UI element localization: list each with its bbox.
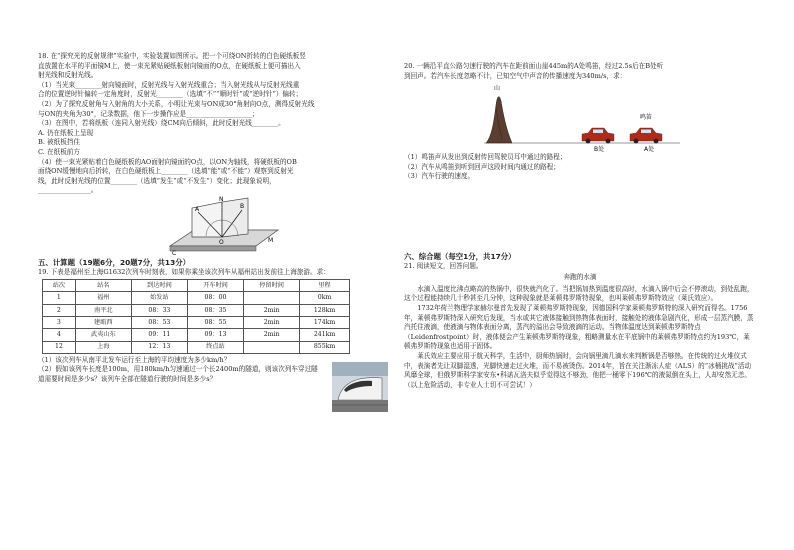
- table-row: [43, 329, 350, 341]
- q19-intro: 19. 下表是福州至上海G1632次列车时刻表，如果你乘坐该次列车从福州站出发前往上海旅游。求：: [38, 267, 330, 276]
- reflection-apparatus-drawing: [166, 196, 296, 256]
- q18-line: 线，此时反射光线的位置________（选填“发生”或“不发生”）变化；此现象说明，: [38, 176, 276, 185]
- q18-line: （3）在图中，若将纸板（连同入射光线）绕CM向后倾斜，此时反射光线________。: [38, 119, 285, 128]
- table-cell: 终点站: [187, 341, 243, 353]
- table-cell: 08：53: [131, 316, 187, 328]
- q18-line: （4）使一束光紧贴着白色硬纸板的AO面射向镜面的O点，以ON为轴线，将硬纸板的OB: [38, 157, 297, 166]
- q18-line: ________________。: [38, 186, 98, 195]
- q18-line: （2）为了探究反射角与入射角的大小关系，小明让光束与ON成30°角射向O点，测得反射光线: [38, 99, 315, 108]
- q20-line: 到回声。若汽车长度忽略不计，已知空气中声音的传播速度为340m/s，求：: [404, 71, 627, 80]
- q18-option-c: C. 在纸板前方: [38, 147, 80, 156]
- table-row: [43, 341, 350, 353]
- answer-space: [404, 182, 756, 250]
- q18-line: 射光线和反射光线。: [38, 71, 98, 80]
- question-18: [38, 52, 390, 196]
- table-cell: 上海: [75, 341, 131, 353]
- passage-paragraph: 1732年荷兰物理学家赫尔曼首先发现了莱顿弗罗斯特现象，因德国科学家莱顿弗罗斯特的深入研究而得名。1756年，莱顿弗罗斯特深入研究后发现，当水或其它液体接触到热物体表面时，接触处的液体急剧汽化，形成一层蒸汽膜，蒸汽托住液滴，使液滴与物体表面分离，蒸汽的溢出会导致液滴的运动。当物体温度达到莱顿弗罗斯特点（Leidenfrostpoint）时，液体便会产生莱顿弗罗斯特现象，粗略测量水在平底锅中的莱顿弗罗斯特点约为193℃，莱顿弗罗斯特现象也适用于固体。: [404, 303, 754, 351]
- label-mountain: 山: [494, 85, 501, 93]
- table-row: [43, 316, 350, 328]
- q18-option-a: A. 仍在纸板上呈现: [38, 128, 94, 137]
- q20-question: （1）鸣笛声从发出到反射传回驾驶员耳中通过的路程；: [404, 153, 567, 162]
- q18-line: 18. 在“探究光的反射规律”实验中，实验装置如图所示。把一个可绕ON折转的白色硬纸板竖: [38, 52, 306, 60]
- table-cell: [244, 341, 300, 353]
- echo-problem-figure: [484, 81, 756, 153]
- table-cell: 建瓯西: [75, 316, 131, 328]
- q18-option-b: B. 被纸板挡住: [38, 138, 81, 147]
- table-cell: 855km: [300, 341, 350, 353]
- table-cell: 08：55: [187, 316, 243, 328]
- q20-line: 20. 一辆沿平直公路匀速行驶的汽车在距前面山崖445m的A处鸣笛，经过2.5s后在B处听: [404, 62, 664, 70]
- table-cell: 2min: [244, 304, 300, 316]
- section-6-heading: 六、综合题（每空1分，共17分）: [404, 251, 516, 261]
- q19-questions-row: [38, 356, 390, 412]
- table-cell: 08：35: [187, 304, 243, 316]
- table-cell: 南平北: [75, 304, 131, 316]
- q19-line: 道需要时间是多少s？该列车全部在隧道行驶的时间是多少s？: [38, 375, 217, 384]
- table-header: 到达时间: [131, 280, 187, 292]
- label-b-position: B处: [594, 146, 605, 154]
- table-cell: 128km: [300, 304, 350, 316]
- table-cell: 174km: [300, 316, 350, 328]
- car-at-b: [582, 128, 614, 143]
- table-cell: 08：33: [131, 304, 187, 316]
- q18-line: 与ON的夹角为30°，记录数据，他下一步操作应是____________________；: [38, 109, 259, 118]
- table-cell: 2min: [244, 329, 300, 341]
- passage-paragraph: 水滴入温度比沸点略高的热锅中，很快就汽化了。当把锅加热到温度很高时，水滴入锅中后会不停滚动，到处乱跑，这个过程能持续几十秒甚至几分钟，这种现象就是莱顿弗罗斯特现象，也叫莱顿弗罗斯特效应（莱氏效应）。: [404, 284, 754, 303]
- label-n: N: [219, 195, 224, 203]
- label-m: M: [268, 236, 274, 244]
- passage-title: 奔跑的水滴: [563, 273, 597, 282]
- table-cell: 4: [43, 329, 76, 341]
- passage-paragraph: 莱氏效应主要应用于航天科学，生活中，厨师热锅时，会向锅里滴几滴水来判断锅是否够热。在传统的过火堆仪式中，表演者先让双脚湿透，光脚快速走过火堆，而不易被烫伤。2014年，旨在关注渐冻人症（ALS）的“冰桶挑战”活动风靡全球，但俄罗斯科学家安东•科诺瓦洛夫似乎觉得这不够劲，他把一桶零下196℃的液氮倒在头上，人却安然无恙。（以上危险活动，非专业人士切不可尝试！）: [404, 351, 752, 389]
- table-row: [43, 304, 350, 316]
- table-cell: 3: [43, 316, 76, 328]
- q18-line: 合的位置逆时针偏转一定角度时，反射光________（选填“不”“顺时针”或“逆时针”）偏转；: [38, 90, 303, 99]
- train-photo: [332, 362, 388, 412]
- table-cell: 241km: [300, 329, 350, 341]
- right-column: [404, 62, 756, 390]
- label-b: B: [240, 202, 245, 210]
- reflection-apparatus-figure: [166, 196, 390, 256]
- table-cell: 09：13: [187, 329, 243, 341]
- table-cell: 始发站: [131, 292, 187, 304]
- q20-questions: [404, 153, 756, 182]
- label-o: O: [219, 238, 224, 246]
- table-header: 站名: [75, 280, 131, 292]
- q20-question: （2）汽车从鸣笛到听到回声这段时间内通过的路程；: [404, 162, 560, 171]
- table-header: 开车时间: [187, 280, 243, 292]
- q18-line: 直放置在水平的平面镜M上，使一束光紧贴硬纸板射向镜面的O点，在硬纸板上便可描出入: [38, 61, 301, 70]
- q18-line: （1）当光束________射向镜面时，反射光线与入射光线重合；当入射光线从与反射光线重: [38, 80, 300, 89]
- q21-intro: 21. 阅读短文，回答问题。: [404, 261, 483, 270]
- car-at-a: [630, 128, 662, 143]
- table-cell: 2min: [244, 316, 300, 328]
- table-cell: 08：00: [187, 292, 243, 304]
- left-column: [38, 52, 390, 412]
- label-c: C: [172, 249, 177, 256]
- table-header: 里程: [300, 280, 350, 292]
- table-cell: 1: [43, 292, 76, 304]
- label-a-position: A处: [644, 146, 655, 154]
- label-a: A: [195, 205, 200, 213]
- train-timetable: [42, 279, 350, 354]
- table-header-row: [43, 280, 350, 292]
- echo-problem-drawing: [484, 81, 684, 153]
- table-cell: 09：11: [131, 329, 187, 341]
- q18-line: 面绕ON缓慢地向后折转，在白色硬纸板上________（选填“能”或“不能”）观察到反射光: [38, 167, 294, 176]
- q19-questions: [38, 356, 328, 412]
- table-cell: 2: [43, 304, 76, 316]
- table-header: 站次: [43, 280, 76, 292]
- q19-line: （1）该次列车从南平北发车运行至上海的平均速度为多少km/h？: [38, 355, 231, 364]
- q19-line: （2）假如该列车长度是100m，用180km/h匀速通过一个长2400m的隧道，则该次列车穿过隧: [38, 365, 318, 374]
- table-cell: [244, 292, 300, 304]
- label-honk: 鸣笛: [640, 114, 653, 122]
- table-row: [43, 292, 350, 304]
- table-cell: 12: [43, 341, 76, 353]
- table-header: 停留时间: [244, 280, 300, 292]
- table-cell: 福州: [75, 292, 131, 304]
- table-cell: 武夷山东: [75, 329, 131, 341]
- table-cell: 12：13: [131, 341, 187, 353]
- table-cell: 0km: [300, 292, 350, 304]
- section-5-heading: 五、计算题（19题6分，20题7分，共13分）: [38, 257, 191, 267]
- question-20: [404, 62, 756, 81]
- q20-question: （3）汽车行驶的速度。: [404, 172, 475, 181]
